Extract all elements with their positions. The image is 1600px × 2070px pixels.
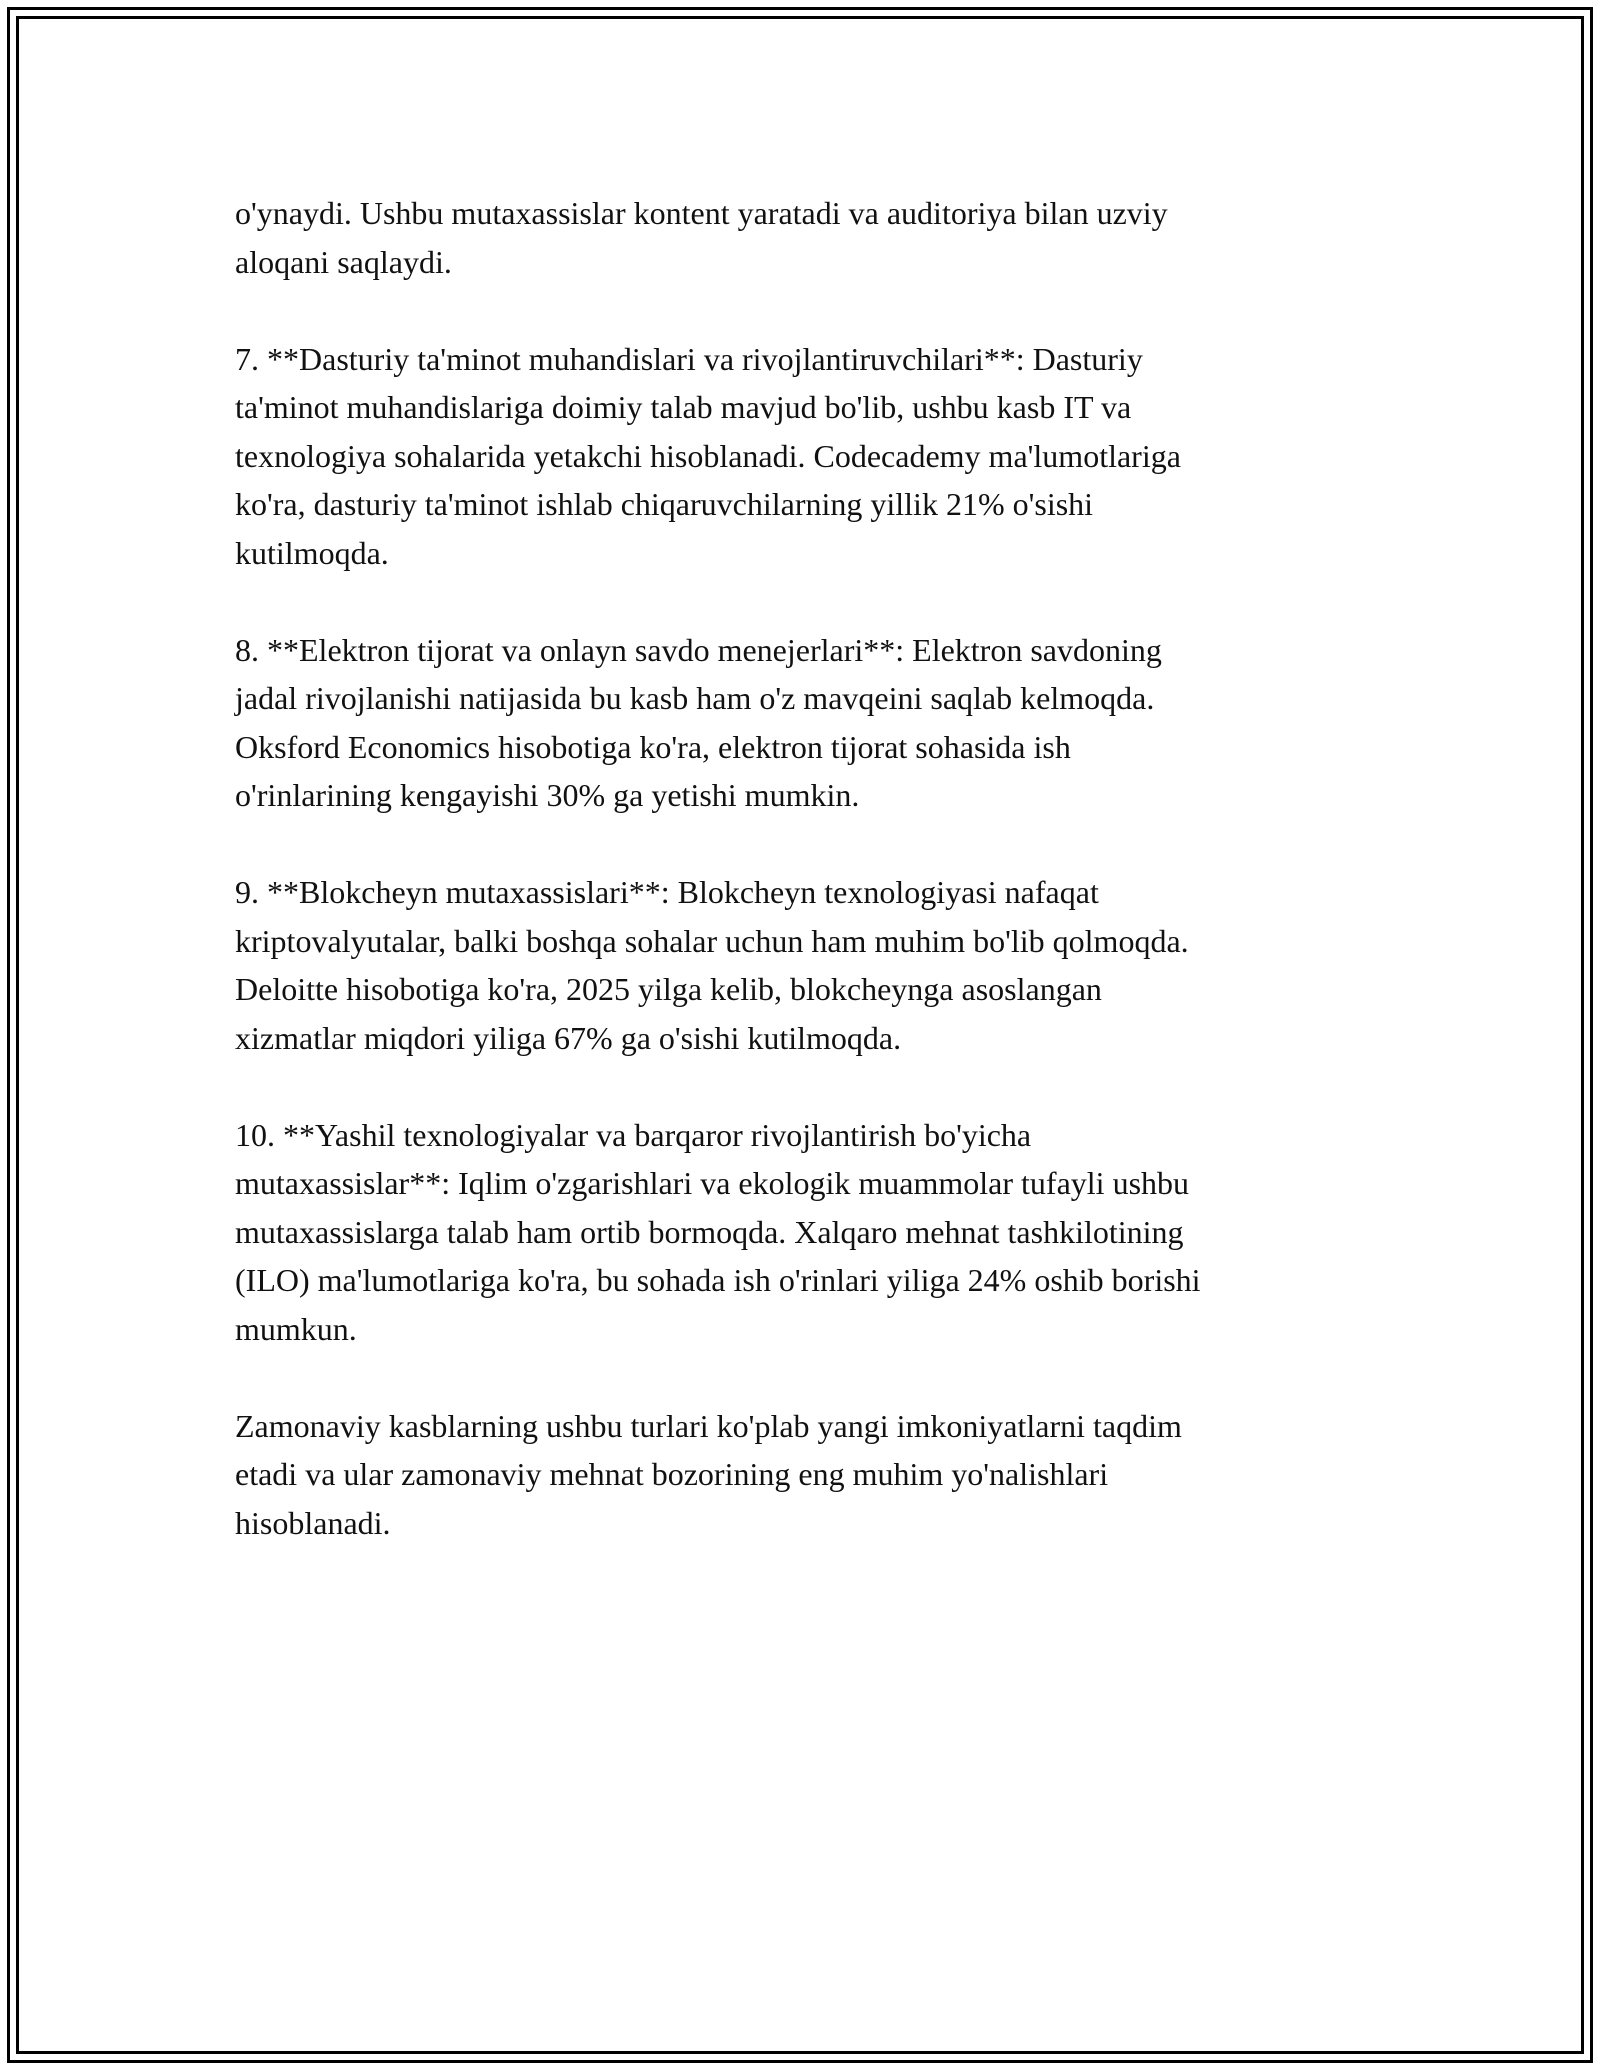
list-item-9: 9. **Blokcheyn mutaxassislari**: Blokcheyn texnologiyasi nafaqat kriptovalyutalar, balki boshqa sohalar uchun ham muhim bo'lib qolmoqda. Deloitte hisobotiga ko'ra, 2025 yilga kelib, blokcheynga asoslangan xizmatlar miqdori yiliga 67% ga o'sishi kutilmoqda. (235, 874, 1189, 1056)
list-item-8: 8. **Elektron tijorat va onlayn savdo menejerlari**: Elektron savdoning jadal rivojlanishi natijasida bu kasb ham o'z mavqeini saqlab kelmoqda. Oksford Economics hisobotiga ko'ra, elektron tijorat sohasida ish o'rinlarining kengayishi 30% ga yetishi mumkin. (235, 631, 1162, 813)
list-item-7: 7. **Dasturiy ta'minot muhandislari va rivojlantiruvchilari**: Dasturiy ta'minot muhandislariga doimiy talab mavjud bo'lib, ushbu kasb IT va texnologiya sohalarida yetakchi hisoblanadi. Codecademy ma'lumotlariga ko'ra, dasturiy ta'minot ishlab chiqaruvchilarning yillik 21% o'sishi kutilmoqda. (235, 340, 1181, 571)
paragraph-continuation: o'ynaydi. Ushbu mutaxassislar kontent yaratadi va auditoriya bilan uzviy aloqani saqlaydi. (235, 195, 1168, 280)
list-item-10: 10. **Yashil texnologiyalar va barqaror rivojlantirish bo'yicha mutaxassislar**: Iqlim o'zgarishlari va ekologik muammolar tufayli ushbu mutaxassislarga talab ham ortib bormoqda. Xalqaro mehnat tashkilotining (ILO) ma'lumotlariga ko'ra, bu sohada ish o'rinlari yiliga 24% oshib borishi mumkun. (235, 1116, 1201, 1347)
document-body (235, 189, 1365, 1547)
conclusion-paragraph: Zamonaviy kasblarning ushbu turlari ko'plab yangi imkoniyatlarni taqdim etadi va ular zamonaviy mehnat bozorining eng muhim yo'nalishlari hisoblanadi. (235, 1407, 1182, 1541)
